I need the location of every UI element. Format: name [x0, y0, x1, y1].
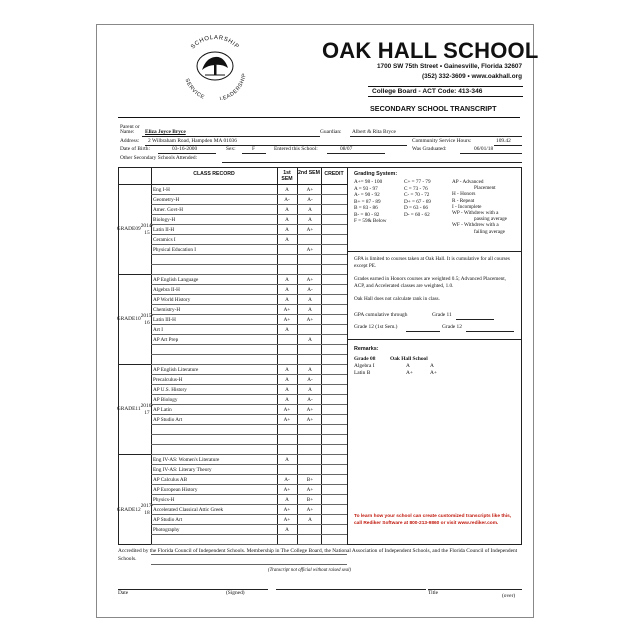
sem1-grade: A- [284, 196, 290, 203]
parent-label-2: Guardian: [320, 129, 342, 135]
course-name: AP World History [153, 296, 191, 303]
remarks-course: Algebra I [354, 363, 375, 369]
sem2-grade: A [308, 336, 312, 343]
gpa-note-cumulative: GPA is limited to courses taken at Oak Hall. It is cumulative for all courses except PE. [354, 256, 510, 269]
date-label: Date [118, 590, 129, 596]
sem1-grade: A [285, 526, 289, 533]
remarks-title: Remarks: [354, 346, 379, 352]
sem2-grade: B+ [306, 476, 314, 483]
remarks-s2: A [430, 363, 434, 369]
sem2-grade: A- [307, 286, 313, 293]
remarks-grade: Grade 08 [354, 356, 376, 362]
grade-label-num: 11 [135, 406, 141, 412]
gpa-grade11-label: Grade 11 [432, 312, 452, 318]
other-schools-label: Other Secondary Schools Attended: [120, 155, 198, 161]
sem2-grade: A [308, 366, 312, 373]
sem1-grade: A [285, 226, 289, 233]
sem1-grade: A [285, 376, 289, 383]
table-row [151, 245, 347, 255]
gpa-cumulative-label: GPA cumulative through [354, 312, 408, 318]
course-name: AP U.S. History [153, 386, 187, 393]
table-row [151, 535, 347, 545]
gpa-grade12-sem-line [406, 331, 440, 332]
grading-line: passing average [474, 216, 507, 223]
title-line [428, 589, 522, 590]
gpa-grade12-sem-label: Grade 12 (1st Sem.) [354, 324, 398, 330]
sem1-grade: A+ [283, 486, 291, 493]
sem1-grade: A [285, 216, 289, 223]
name-label: Name: [120, 129, 135, 135]
table-row [151, 305, 347, 315]
grading-line: D = 63 - 66 [404, 205, 428, 211]
grading-line: C = 73 - 76 [404, 185, 428, 192]
sem1-grade: A [285, 456, 289, 463]
grade-label [116, 275, 154, 364]
grading-line: B = 83 - 86 [354, 205, 378, 211]
gpa-note-rank: Oak Hall does not calculate rank in class. [354, 296, 440, 302]
sem1-grade: A [285, 496, 289, 503]
remarks-school: Oak Hall School [390, 356, 428, 362]
table-row [151, 445, 347, 455]
sem2-grade: A+ [306, 406, 314, 413]
rediker-promo: To learn how your school can create customized transcripts like this, call Rediker Software at 800-213-9860 or visit www.rediker.com. [354, 514, 512, 526]
table-row [151, 485, 347, 495]
sem1-grade: A [285, 286, 289, 293]
grading-line: A- = 90 - 92 [354, 192, 380, 198]
date-line [118, 589, 268, 590]
course-name: AP Latin [153, 406, 172, 413]
sem2-grade: A- [307, 196, 313, 203]
sem1-grade: A+ [283, 406, 291, 413]
table-row [151, 255, 347, 265]
grading-line: A+= 98 - 100 [354, 179, 383, 185]
course-name: AP Studio Art [153, 516, 183, 523]
grade-block [116, 365, 347, 455]
table-row [151, 225, 347, 235]
sem1-grade: A [285, 206, 289, 213]
sem2-grade: A- [307, 376, 313, 383]
grading-line: F = 59& Below [354, 218, 387, 224]
table-row [151, 195, 347, 205]
course-name: Geometry-H [153, 196, 180, 203]
table-row [151, 415, 347, 425]
course-name: AP Biology [153, 396, 178, 403]
sem1-grade: A+ [283, 306, 291, 313]
name-underline [142, 136, 320, 137]
grade-label-years: 2015-16 [140, 312, 154, 326]
grading-line: WP - Withdrew with a [452, 210, 499, 217]
col-sem2: 2nd SEM [298, 170, 320, 176]
table-row [151, 205, 347, 215]
table-row [151, 455, 347, 465]
col-credit: CREDIT [324, 171, 344, 177]
grade-label-grade: GRADE [116, 226, 136, 232]
parent-label-1: Parent or [120, 124, 140, 130]
service-hours-label: Community Service Hours: [412, 138, 472, 144]
course-name: Photography [153, 526, 180, 533]
grade-block [116, 275, 347, 365]
remarks-s1: A [406, 363, 410, 369]
sex-underline [242, 153, 266, 154]
graduated-label: Was Graduated: [412, 146, 447, 152]
table-row [151, 325, 347, 335]
title-divider [118, 117, 520, 118]
sem2-grade: A [308, 216, 312, 223]
table-row [151, 495, 347, 505]
sem2-grade: A+ [306, 246, 314, 253]
grade-label-grade: GRADE [116, 406, 136, 412]
dob: 03-16-2000 [172, 146, 198, 152]
school-name: OAK HALL SCHOOL [322, 38, 539, 63]
grading-line: D- = 60 - 62 [404, 211, 430, 218]
svg-text:SCHOLARSHIP [190, 35, 240, 50]
course-name: Algebra II-H [153, 286, 180, 293]
course-name: Accelerated Classical Attic Greek [153, 506, 224, 513]
sem1-grade: A- [284, 476, 290, 483]
table-row [151, 475, 347, 485]
parent-name: Albert & Rita Bryce [352, 129, 396, 135]
official-note: (Transcript not official without raised seal) [268, 568, 352, 573]
grade-label-num: 12 [135, 506, 141, 513]
table-row [151, 285, 347, 295]
sem2-grade: A+ [306, 416, 314, 423]
sem2-grade: A+ [306, 486, 314, 493]
gpa-grade12-label: Grade 12 [442, 324, 462, 330]
sem1-grade: A [285, 296, 289, 303]
sem2-grade: A+ [306, 506, 314, 513]
sem1-grade: A+ [283, 506, 291, 513]
sem2-grade: A [308, 386, 312, 393]
table-row [151, 295, 347, 305]
document-title: SECONDARY SCHOOL TRANSCRIPT [370, 104, 497, 113]
sem1-grade: A [285, 396, 289, 403]
course-name: Eng IV-AS: Women's Literature [153, 456, 220, 463]
class-record-table [118, 167, 348, 545]
school-contact: (352) 332-3609 • www.oakhall.org [421, 73, 522, 80]
grading-scale-a-b [354, 179, 386, 225]
sem2-grade: A+ [306, 276, 314, 283]
table-row [151, 465, 347, 475]
grading-line: AP - Advanced [452, 179, 484, 185]
svg-text:SERVICE [183, 78, 205, 100]
table-row [151, 345, 347, 355]
sem1-grade: A [285, 366, 289, 373]
school-seal-logo [172, 30, 258, 100]
grade-label-num: 10 [135, 316, 141, 322]
title-label: Title [428, 590, 438, 596]
table-row [151, 425, 347, 435]
grading-codes [452, 179, 507, 235]
sem1-grade: A+ [283, 516, 291, 523]
sem1-grade: A [285, 186, 289, 193]
sex: F [252, 146, 255, 152]
grading-scale-c-d [404, 179, 431, 218]
course-name: Physical Education I [153, 246, 196, 253]
grading-line: C- = 70 - 72 [404, 192, 430, 198]
course-name: Physics-H [153, 496, 175, 503]
remarks-s1: A+ [406, 370, 413, 376]
student-address: 2 Wilbraham Road, Hampden MA 01036 [148, 138, 237, 144]
table-row [151, 235, 347, 245]
grading-line: I - Incomplete [452, 203, 482, 210]
table-row [151, 395, 347, 405]
grade-label-years: 2016-17 [140, 402, 154, 416]
sem1-grade: A [285, 236, 289, 243]
table-row [151, 185, 347, 195]
course-name: AP Calculus AB [153, 476, 188, 483]
dob-underline [158, 153, 216, 154]
parent-underline [350, 136, 522, 137]
gpa-grade11-line [456, 319, 494, 320]
entered: 08/07 [340, 146, 353, 152]
course-name: Precalculus-H [153, 376, 183, 383]
table-row [151, 505, 347, 515]
info-panel [348, 167, 522, 545]
grading-line: WF - Withdrew with a [452, 222, 499, 229]
seal-text-right: LEADERSHIP [219, 72, 248, 100]
table-row [151, 335, 347, 345]
school-address: 1700 SW 75th Street • Gainesville, Florida 32607 [376, 63, 522, 70]
dob-label: Date of Birth: [120, 146, 150, 152]
sem1-grade: A [285, 276, 289, 283]
table-row [151, 265, 347, 275]
table-row [151, 365, 347, 375]
college-board-code: College Board - ACT Code: 413-346 [368, 86, 523, 97]
remarks-s2: A+ [430, 370, 437, 376]
grading-line: R - Repeat [452, 197, 475, 204]
grading-line: H - Honors [452, 191, 476, 198]
course-name: Amer. Govt-H [153, 206, 183, 213]
course-name: AP English Language [153, 276, 199, 283]
grading-line: B- = 80 - 82 [354, 211, 380, 218]
address-label: Address: [120, 138, 140, 144]
sem2-grade: B+ [306, 496, 314, 503]
student-name: Eliza Joyce Bryce [145, 129, 186, 135]
course-name: Latin II-H [153, 226, 175, 233]
sem1-grade: A [285, 326, 289, 333]
grade-label-years: 2014-15 [140, 222, 154, 236]
table-row [151, 525, 347, 535]
sem1-grade: A+ [283, 316, 291, 323]
accreditation-text: Accredited by the Florida Council of Independent Schools. Membership in The College Board, the National Association of Independent Schools, and the Florida Council of Independent Schools. [118, 548, 518, 562]
gpa-grade12-line [466, 331, 514, 332]
table-row [151, 215, 347, 225]
seal-text-left: SERVICE [183, 77, 206, 100]
grading-system-section [348, 168, 522, 252]
remarks-course: Latin B [354, 370, 371, 376]
other-schools-underline [222, 162, 522, 163]
col-class-record: CLASS RECORD [193, 171, 235, 177]
table-row [151, 405, 347, 415]
over-label: (over) [502, 593, 516, 599]
service-hours: 109.42 [496, 138, 511, 144]
grade-label-num: 09 [135, 226, 141, 232]
sex-label: Sex: [226, 146, 236, 152]
grade-block [116, 185, 347, 275]
table-row [151, 385, 347, 395]
sem2-grade: A [308, 516, 312, 523]
service-underline [494, 145, 522, 146]
grading-line: C+ = 77 - 79 [404, 179, 431, 185]
table-row [151, 435, 347, 445]
table-row [151, 355, 347, 365]
grade-label-years: 2017-18 [140, 503, 154, 516]
seal-text-top: SCHOLARSHIP [190, 34, 240, 51]
sem2-grade: A [308, 306, 312, 313]
sem2-grade: A+ [306, 316, 314, 323]
grading-line: A = 93 - 97 [354, 185, 378, 192]
sem2-grade: A- [307, 396, 313, 403]
entered-underline [327, 153, 385, 154]
grading-line: D+ = 67 - 69 [404, 198, 431, 205]
table-row [151, 275, 347, 285]
entered-label: Entered this School: [274, 146, 318, 152]
course-name: Eng IV-AS: Literary Theory [153, 466, 212, 473]
sem1-grade: A [285, 386, 289, 393]
sem2-grade: A+ [306, 186, 314, 193]
table-row [151, 515, 347, 525]
table-row [151, 315, 347, 325]
course-name: AP European History [153, 486, 198, 493]
course-name: Art I [153, 326, 163, 333]
grading-line: failing average [474, 228, 505, 235]
course-name: Biology-H [153, 216, 176, 223]
course-name: Eng I-H [153, 186, 170, 193]
grading-system-title: Grading System: [354, 171, 398, 177]
grading-line: B+ = 87 - 89 [354, 198, 381, 205]
sem1-grade: A+ [283, 416, 291, 423]
table-row [151, 375, 347, 385]
course-name: Chemistry-H [153, 306, 181, 313]
signature-line [276, 589, 426, 590]
course-name: Ceramics I [153, 236, 176, 243]
sem2-grade: A+ [306, 226, 314, 233]
course-name: AP Studio Art [153, 416, 183, 423]
gpa-section [348, 252, 522, 340]
col-sem1: 1st SEM [281, 170, 293, 182]
grade-label [116, 185, 154, 274]
graduated-underline [460, 153, 522, 154]
graduated: 06/01/18 [474, 146, 494, 152]
course-name: AP Art Prep [153, 336, 179, 343]
gpa-note-weighting: Grades earned in Honors courses are weighted 0.5; Advanced Placement, ACP, and Accelerated classes are weighted, 1.0. [354, 276, 506, 289]
sem2-grade: A [308, 296, 312, 303]
grade-label-grade: GRADE [116, 506, 136, 513]
course-name: Latin III-H [153, 316, 176, 323]
course-name: AP English Literature [153, 366, 199, 373]
grade-label [116, 365, 154, 454]
grading-line: Placement [474, 185, 496, 192]
signed-label: (Signed) [226, 590, 245, 596]
grade-label-grade: GRADE [116, 316, 136, 322]
sem2-grade: A [308, 206, 312, 213]
table-header [119, 168, 347, 185]
